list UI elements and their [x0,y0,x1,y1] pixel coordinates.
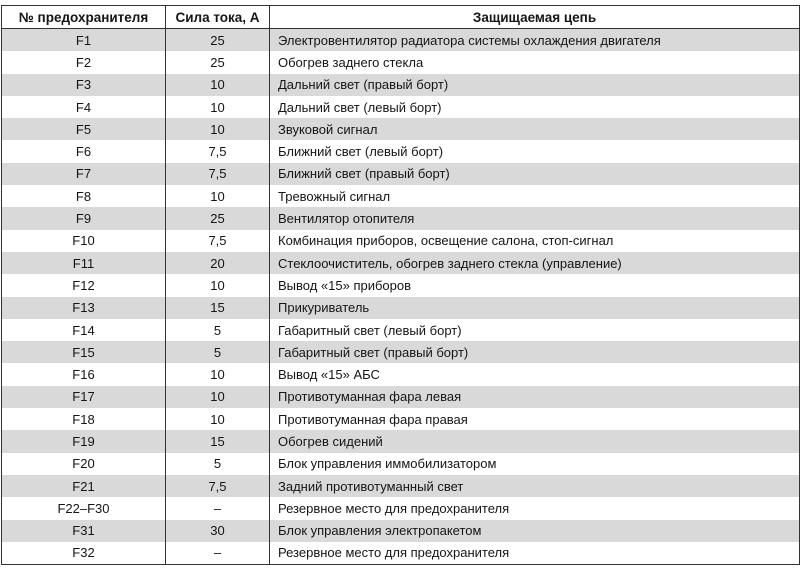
table-row [2,252,800,274]
current-cell: 5 [166,319,270,341]
header-fuse-number: № предохранителя [2,6,166,29]
current-cell: 7,5 [166,230,270,252]
current-cell: 25 [166,51,270,73]
table-row [2,274,800,296]
circuit-cell: Звуковой сигнал [270,118,800,140]
current-cell: 15 [166,430,270,452]
table-row [2,29,800,52]
fuse-number-cell: F5 [2,118,166,140]
fuse-number-cell: F18 [2,408,166,430]
current-cell: 10 [166,274,270,296]
circuit-cell: Вывод «15» АБС [270,363,800,385]
circuit-cell: Габаритный свет (правый борт) [270,341,800,363]
circuit-cell: Тревожный сигнал [270,185,800,207]
current-cell: – [166,497,270,519]
circuit-cell: Резервное место для предохранителя [270,542,800,565]
circuit-cell: Противотуманная фара правая [270,408,800,430]
fuse-number-cell: F1 [2,29,166,52]
table-row [2,408,800,430]
current-cell: 30 [166,520,270,542]
circuit-cell: Электровентилятор радиатора системы охлаждения двигателя [270,29,800,52]
table-row [2,386,800,408]
circuit-cell: Вывод «15» приборов [270,274,800,296]
table-row [2,430,800,452]
current-cell: 10 [166,408,270,430]
table-row [2,163,800,185]
fuse-number-cell: F32 [2,542,166,565]
circuit-cell: Резервное место для предохранителя [270,497,800,519]
table-row [2,185,800,207]
table-body [2,29,800,565]
current-cell: 7,5 [166,475,270,497]
fuse-number-cell: F16 [2,363,166,385]
table-row [2,96,800,118]
table-row [2,207,800,229]
table-row [2,497,800,519]
table-row [2,363,800,385]
circuit-cell: Дальний свет (правый борт) [270,74,800,96]
current-cell: 7,5 [166,140,270,162]
current-cell: 5 [166,453,270,475]
current-cell: 10 [166,185,270,207]
table-row [2,51,800,73]
circuit-cell: Противотуманная фара левая [270,386,800,408]
current-cell: 7,5 [166,163,270,185]
circuit-cell: Блок управления электропакетом [270,520,800,542]
current-cell: 15 [166,297,270,319]
circuit-cell: Дальний свет (левый борт) [270,96,800,118]
circuit-cell: Стеклоочиститель, обогрев заднего стекла (управление) [270,252,800,274]
table-row [2,520,800,542]
fuse-number-cell: F12 [2,274,166,296]
circuit-cell: Обогрев заднего стекла [270,51,800,73]
fuse-number-cell: F4 [2,96,166,118]
current-cell: 10 [166,118,270,140]
table-header-row [2,6,800,29]
circuit-cell: Ближний свет (правый борт) [270,163,800,185]
current-cell: – [166,542,270,565]
table-row [2,341,800,363]
current-cell: 25 [166,29,270,52]
fuse-table [1,5,800,565]
fuse-number-cell: F19 [2,430,166,452]
table-row [2,140,800,162]
header-circuit: Защищаемая цепь [270,6,800,29]
fuse-number-cell: F15 [2,341,166,363]
fuse-number-cell: F9 [2,207,166,229]
table-row [2,475,800,497]
fuse-number-cell: F8 [2,185,166,207]
fuse-number-cell: F10 [2,230,166,252]
fuse-number-cell: F13 [2,297,166,319]
circuit-cell: Вентилятор отопителя [270,207,800,229]
circuit-cell: Габаритный свет (левый борт) [270,319,800,341]
table-row [2,542,800,565]
fuse-number-cell: F20 [2,453,166,475]
fuse-number-cell: F21 [2,475,166,497]
current-cell: 10 [166,96,270,118]
table-row [2,453,800,475]
current-cell: 20 [166,252,270,274]
current-cell: 10 [166,363,270,385]
fuse-number-cell: F2 [2,51,166,73]
table-row [2,230,800,252]
fuse-number-cell: F14 [2,319,166,341]
circuit-cell: Прикуриватель [270,297,800,319]
circuit-cell: Задний противотуманный свет [270,475,800,497]
fuse-number-cell: F17 [2,386,166,408]
circuit-cell: Ближний свет (левый борт) [270,140,800,162]
current-cell: 5 [166,341,270,363]
table-row [2,319,800,341]
current-cell: 25 [166,207,270,229]
table-row [2,297,800,319]
fuse-number-cell: F6 [2,140,166,162]
fuse-number-cell: F22–F30 [2,497,166,519]
table-row [2,74,800,96]
header-current: Сила тока, А [166,6,270,29]
current-cell: 10 [166,74,270,96]
current-cell: 10 [166,386,270,408]
circuit-cell: Блок управления иммобилизатором [270,453,800,475]
fuse-number-cell: F7 [2,163,166,185]
fuse-number-cell: F31 [2,520,166,542]
circuit-cell: Комбинация приборов, освещение салона, стоп-сигнал [270,230,800,252]
fuse-number-cell: F3 [2,74,166,96]
circuit-cell: Обогрев сидений [270,430,800,452]
table-row [2,118,800,140]
fuse-number-cell: F11 [2,252,166,274]
